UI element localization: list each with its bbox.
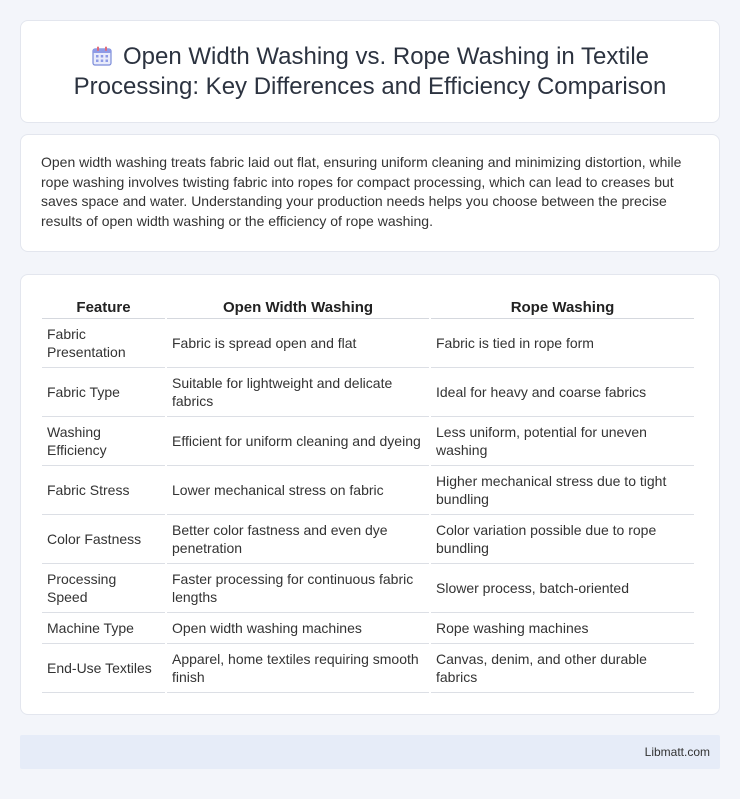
open-width-cell: Open width washing machines <box>167 613 429 644</box>
feature-cell: End-Use Textiles <box>42 644 165 693</box>
feature-cell: Processing Speed <box>42 564 165 613</box>
open-width-cell: Faster processing for continuous fabric lengths <box>167 564 429 613</box>
table-row <box>42 515 694 564</box>
header-rope: Rope Washing <box>431 295 694 319</box>
rope-cell: Ideal for heavy and coarse fabrics <box>431 368 694 417</box>
comparison-table <box>40 295 696 693</box>
rope-cell: Higher mechanical stress due to tight bundling <box>431 466 694 515</box>
table-row <box>42 466 694 515</box>
table-header-row <box>42 295 694 319</box>
open-width-cell: Better color fastness and even dye penetration <box>167 515 429 564</box>
feature-cell: Fabric Presentation <box>42 319 165 368</box>
table-row <box>42 368 694 417</box>
table-row <box>42 613 694 644</box>
table-row <box>42 564 694 613</box>
calendar-icon <box>91 45 113 67</box>
feature-cell: Fabric Stress <box>42 466 165 515</box>
table-row <box>42 319 694 368</box>
footer <box>20 735 720 769</box>
feature-cell: Washing Efficiency <box>42 417 165 466</box>
rope-cell: Rope washing machines <box>431 613 694 644</box>
open-width-cell: Fabric is spread open and flat <box>167 319 429 368</box>
title-card <box>20 20 720 123</box>
intro-card <box>20 134 720 252</box>
open-width-cell: Apparel, home textiles requiring smooth finish <box>167 644 429 693</box>
header-open-width: Open Width Washing <box>167 295 429 319</box>
table-row <box>42 644 694 693</box>
feature-cell: Color Fastness <box>42 515 165 564</box>
rope-cell: Fabric is tied in rope form <box>431 319 694 368</box>
rope-cell: Less uniform, potential for uneven washing <box>431 417 694 466</box>
rope-cell: Color variation possible due to rope bundling <box>431 515 694 564</box>
table-row <box>42 417 694 466</box>
feature-cell: Fabric Type <box>42 368 165 417</box>
open-width-cell: Suitable for lightweight and delicate fabrics <box>167 368 429 417</box>
rope-cell: Canvas, denim, and other durable fabrics <box>431 644 694 693</box>
intro-paragraph: Open width washing treats fabric laid out flat, ensuring uniform cleaning and minimizing distortion, while rope washing involves twisting fabric into ropes for compact processing, which can lead to creases but saves space and water. Understanding your production needs helps you choose between the precise results of open width washing or the efficiency of rope washing. <box>41 154 682 229</box>
open-width-cell: Efficient for uniform cleaning and dyeing <box>167 417 429 466</box>
page-title-text: Open Width Washing vs. Rope Washing in Textile Processing: Key Differences and Efficiency Comparison <box>73 42 667 100</box>
rope-cell: Slower process, batch-oriented <box>431 564 694 613</box>
comparison-table-card <box>20 274 720 715</box>
open-width-cell: Lower mechanical stress on fabric <box>167 466 429 515</box>
footer-brand[interactable]: Libmatt.com <box>644 745 710 759</box>
page-title <box>51 42 689 102</box>
header-feature: Feature <box>42 295 165 319</box>
feature-cell: Machine Type <box>42 613 165 644</box>
